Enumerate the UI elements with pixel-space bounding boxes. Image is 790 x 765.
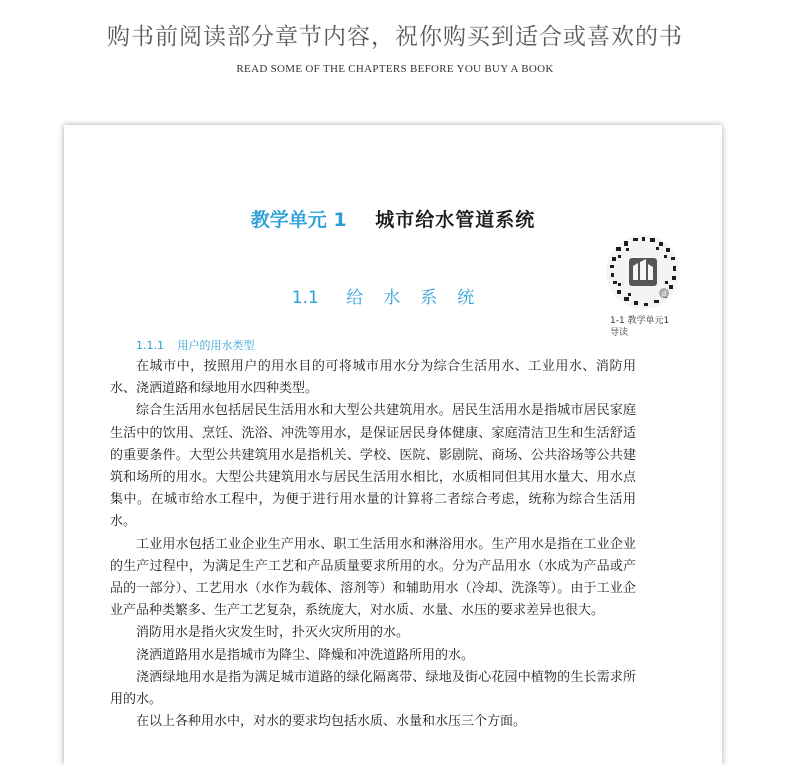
section-name: 给水系统 [346,288,495,308]
chapter-name: 城市给水管道系统 [375,209,536,231]
body-text [110,356,636,733]
paragraph: 浇洒绿地用水是指为满足城市道路的绿化隔离带、绿地及街心花园中植物的生长需求所用的水。 [110,669,636,708]
paragraph: 工业用水包括工业企业生产用水、职工生活用水和淋浴用水。生产用水是指在工业企业的生产过程中，为满足生产工艺和产品质量要求所用的水。分为产品用水（水成为产品或产品的一部分）、工艺用水（水作为载体、溶剂等）和辅助用水（冷却、洗涤等）。由于工业企业产品种类繁多、生产工艺复杂，系统庞大，对水质、水量、水压的要求差异也很大。 [110,536,636,619]
book-page [64,125,722,765]
qr-caption [604,315,682,339]
paragraph: 综合生活用水包括居民生活用水和大型公共建筑用水。居民生活用水是指城市居民家庭生活中的饮用、烹饪、洗浴、冲洗等用水，是保证居民身体健康、家庭清洁卫生和生活舒适的重要条件。大型公共建筑用水是指机关、学校、医院、影剧院、商场、公共浴场等公共建筑和场所的用水。大型公共建筑用水与居民生活用水相比，水质相同但其用水量大、用水点集中。在城市给水工程中，为便于进行用水量的计算将二者综合考虑，统称为综合生活用水。 [110,403,636,530]
section-number: 1.1 [291,288,319,308]
subsection-name: 用户的用水类型 [177,339,255,352]
subsection-number: 1.1.1 [136,339,164,352]
qr-caption-line-1: 1-1 教学单元1 [610,316,670,326]
paragraph: 在以上各种用水中，对水的要求均包括水质、水量和水压三个方面。 [136,714,527,730]
subsection-title [136,337,255,353]
header-title: 购书前阅读部分章节内容，祝你购买到适合或喜欢的书 [107,24,683,50]
paragraph: 消防用水是指火灾发生时，扑灭火灾所用的水。 [136,625,410,641]
qr-caption-line-2: 导读 [610,328,629,338]
section-title [64,283,722,308]
paragraph: 浇洒道路用水是指城市为降尘、降燥和冲洗道路所用的水。 [136,647,475,663]
svg-text:d: d [661,290,667,298]
paragraph: 在城市中，按照用户的用水目的可将城市用水分为综合生活用水、工业用水、消防用水、浇洒道路和绿地用水四种类型。 [110,359,636,397]
header-subtitle: READ SOME OF THE CHAPTERS BEFORE YOU BUY A BOOK [236,63,554,75]
chapter-label: 教学单元 1 [250,209,347,231]
chapter-title [64,205,722,232]
